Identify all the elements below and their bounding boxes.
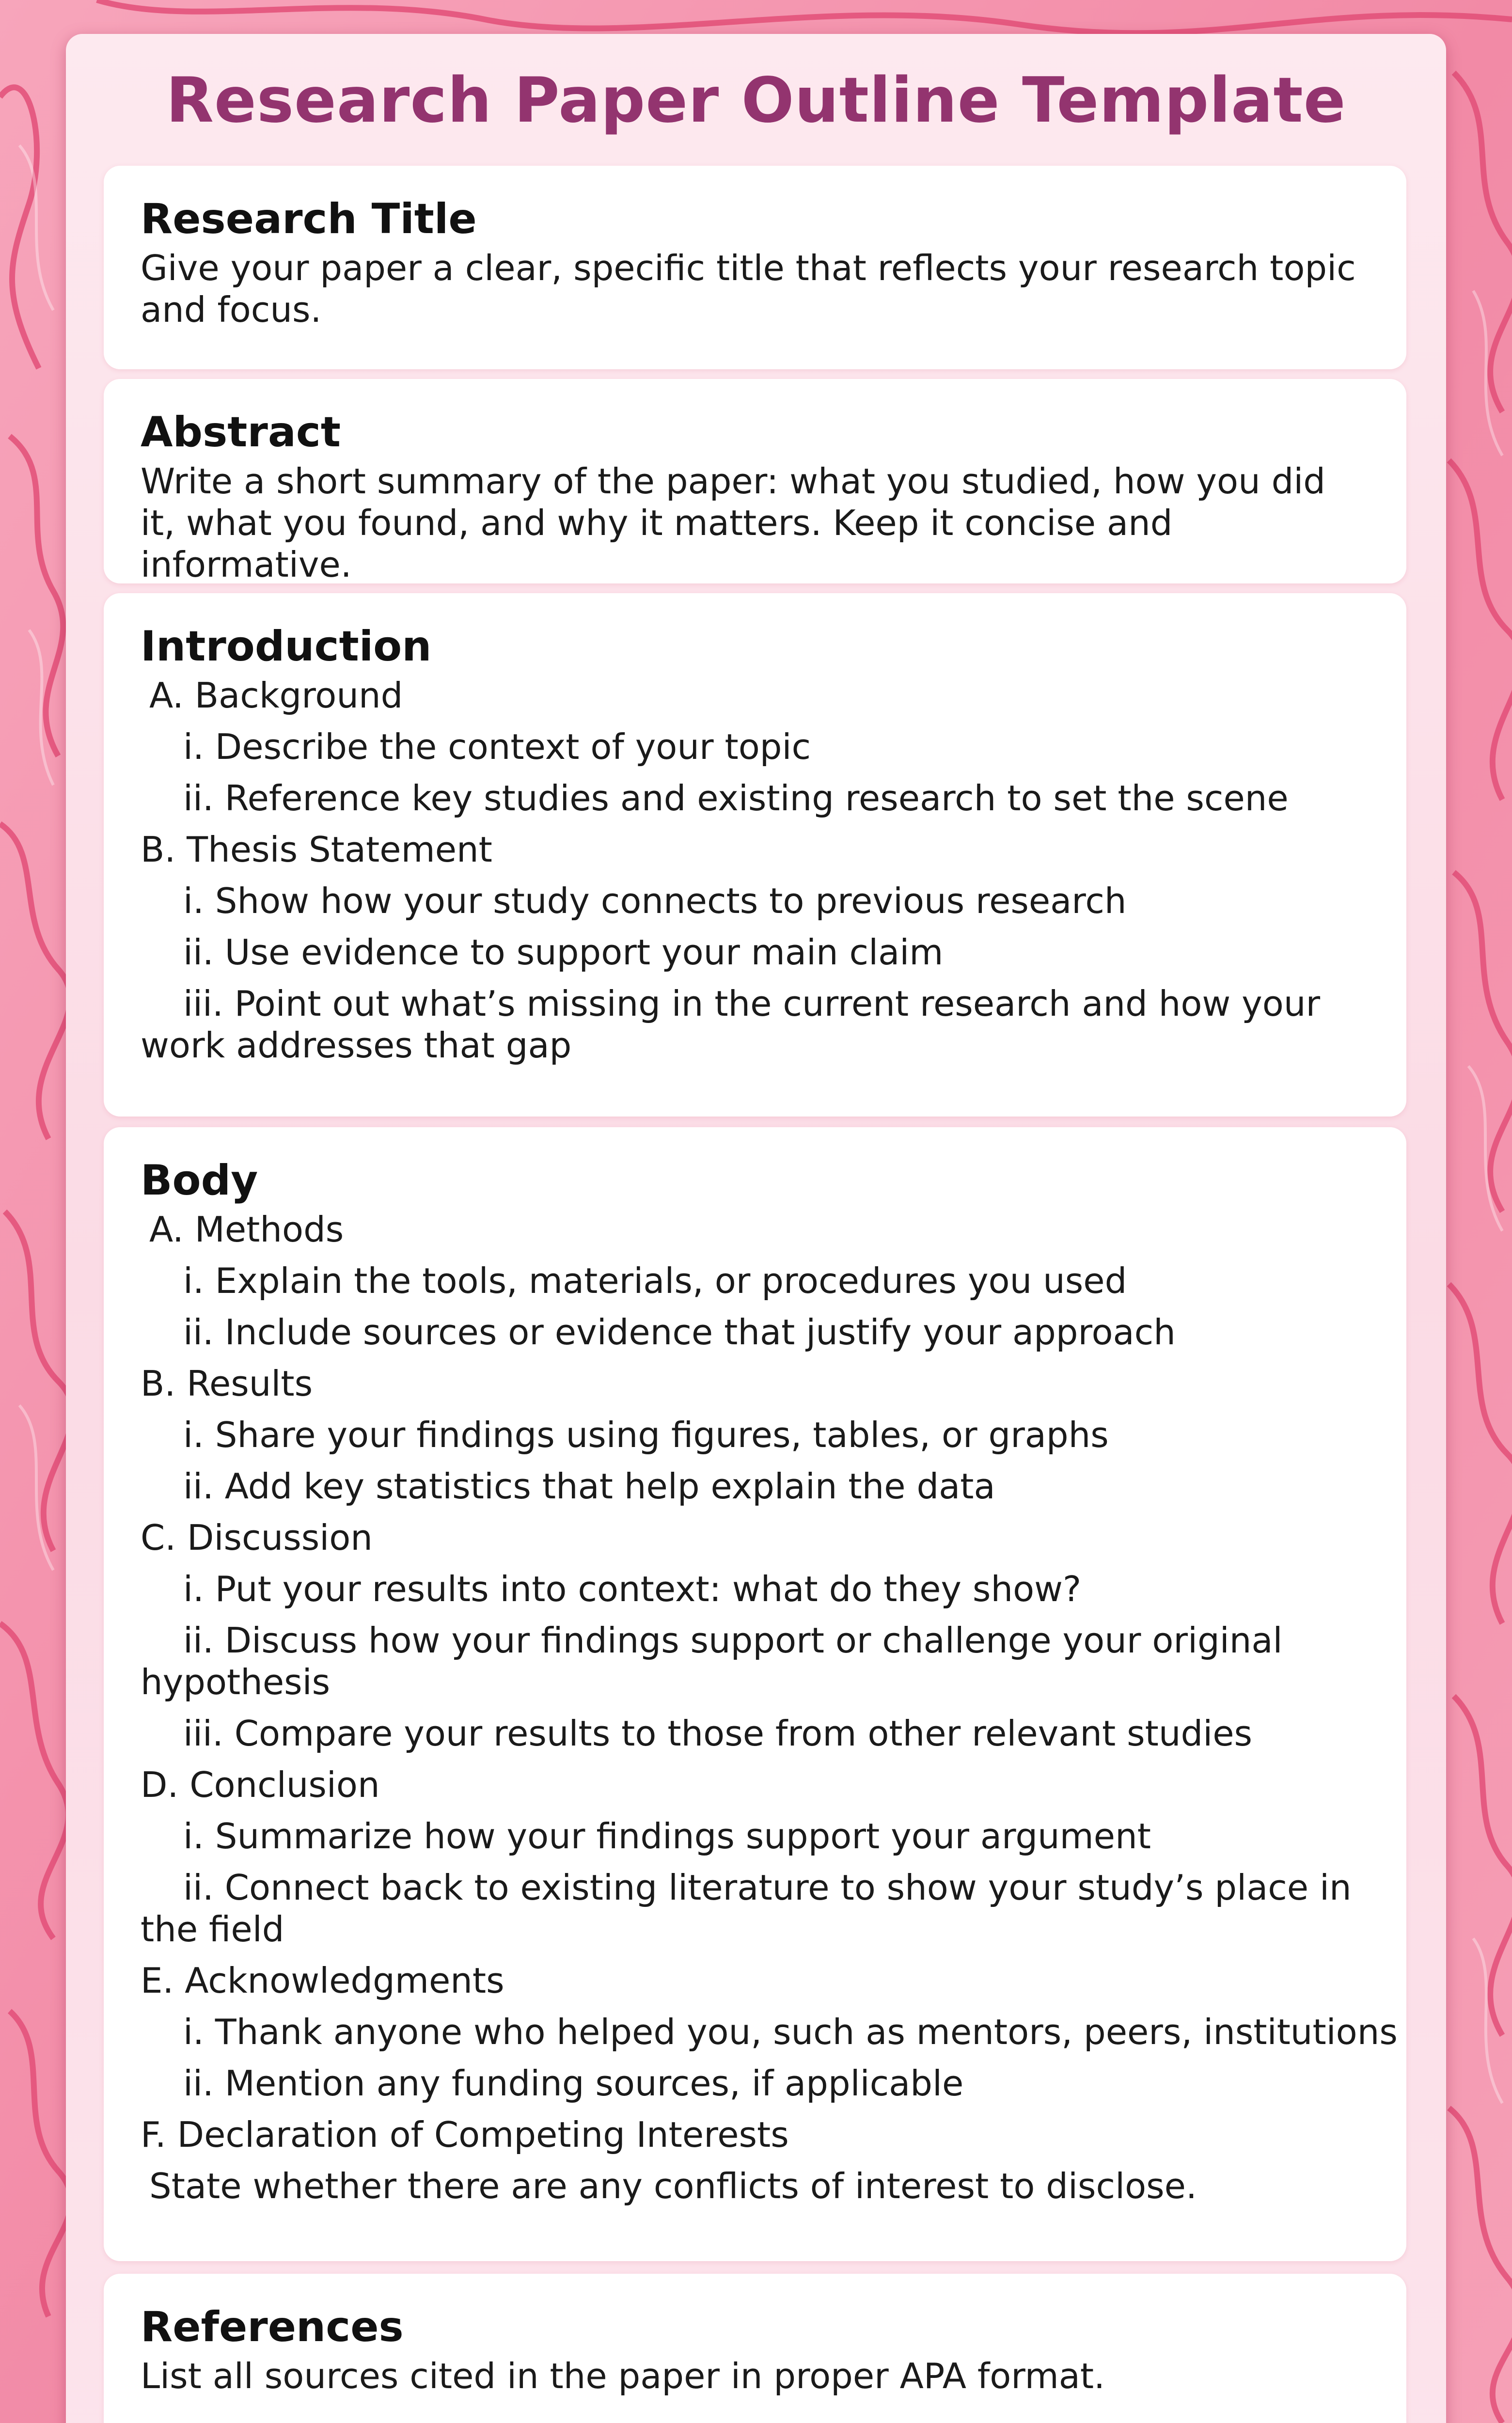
outline-heading: F. Declaration of Competing Interests bbox=[141, 2114, 789, 2155]
section-body: List all sources cited in the paper in proper APA format. bbox=[141, 2356, 1105, 2396]
outline-item: ii. Include sources or evidence that justify your approach bbox=[183, 1312, 1176, 1353]
outline-heading: A. Methods bbox=[149, 1209, 344, 1250]
outline-card bbox=[66, 34, 1446, 2423]
outline-item: i. Show how your study connects to previous research bbox=[183, 881, 1127, 921]
section-references bbox=[104, 2274, 1406, 2423]
outline-item: i. Put your results into context: what do they show? bbox=[183, 1569, 1082, 1609]
page-title: Research Paper Outline Template bbox=[166, 64, 1346, 137]
outline-item: State whether there are any conflicts of interest to disclose. bbox=[149, 2166, 1197, 2206]
outline-item: ii. Discuss how your findings support or challenge your original hypothesis bbox=[141, 1620, 1283, 1702]
outline-item: ii. Mention any funding sources, if applicable bbox=[183, 2063, 964, 2104]
outline-heading: A. Background bbox=[149, 675, 403, 716]
section-body: Write a short summary of the paper: what you studied, how you did it, what you found, and why it matters. Keep it concise and informative. bbox=[141, 461, 1326, 585]
section-title: Body bbox=[141, 1156, 258, 1205]
outline-item: i. Thank anyone who helped you, such as mentors, peers, institutions bbox=[183, 2012, 1398, 2052]
outline-heading: D. Conclusion bbox=[141, 1764, 380, 1805]
outline-item: i. Describe the context of your topic bbox=[183, 726, 811, 767]
outline-heading: C. Discussion bbox=[141, 1517, 373, 1558]
outline-heading: B. Thesis Statement bbox=[141, 829, 492, 870]
section-abstract bbox=[104, 379, 1406, 583]
outline-heading: E. Acknowledgments bbox=[141, 1960, 504, 2001]
outline-item: iii. Point out what’s missing in the current research and how your work addresses that gap bbox=[141, 983, 1321, 1066]
section-title: Research Title bbox=[141, 195, 477, 243]
outline-heading: B. Results bbox=[141, 1363, 313, 1404]
outline-item: ii. Reference key studies and existing research to set the scene bbox=[183, 778, 1289, 818]
section-title: Abstract bbox=[141, 408, 341, 456]
outline-item: i. Summarize how your findings support your argument bbox=[183, 1816, 1151, 1857]
outline-item: ii. Use evidence to support your main claim bbox=[183, 932, 944, 973]
section-title: Introduction bbox=[141, 622, 432, 671]
section-research-title bbox=[104, 166, 1406, 369]
section-body: Give your paper a clear, specific title that reflects your research topic and focus. bbox=[141, 248, 1356, 330]
outline-item: ii. Connect back to existing literature to show your study’s place in the field bbox=[141, 1867, 1352, 1950]
section-introduction bbox=[104, 593, 1406, 1117]
outline-item: iii. Compare your results to those from other relevant studies bbox=[183, 1713, 1253, 1754]
section-body-main bbox=[104, 1127, 1406, 2261]
outline-item: ii. Add key statistics that help explain the data bbox=[183, 1466, 995, 1507]
outline-item: i. Explain the tools, materials, or procedures you used bbox=[183, 1260, 1127, 1301]
outline-item: i. Share your findings using figures, tables, or graphs bbox=[183, 1415, 1109, 1455]
section-title: References bbox=[141, 2303, 404, 2351]
